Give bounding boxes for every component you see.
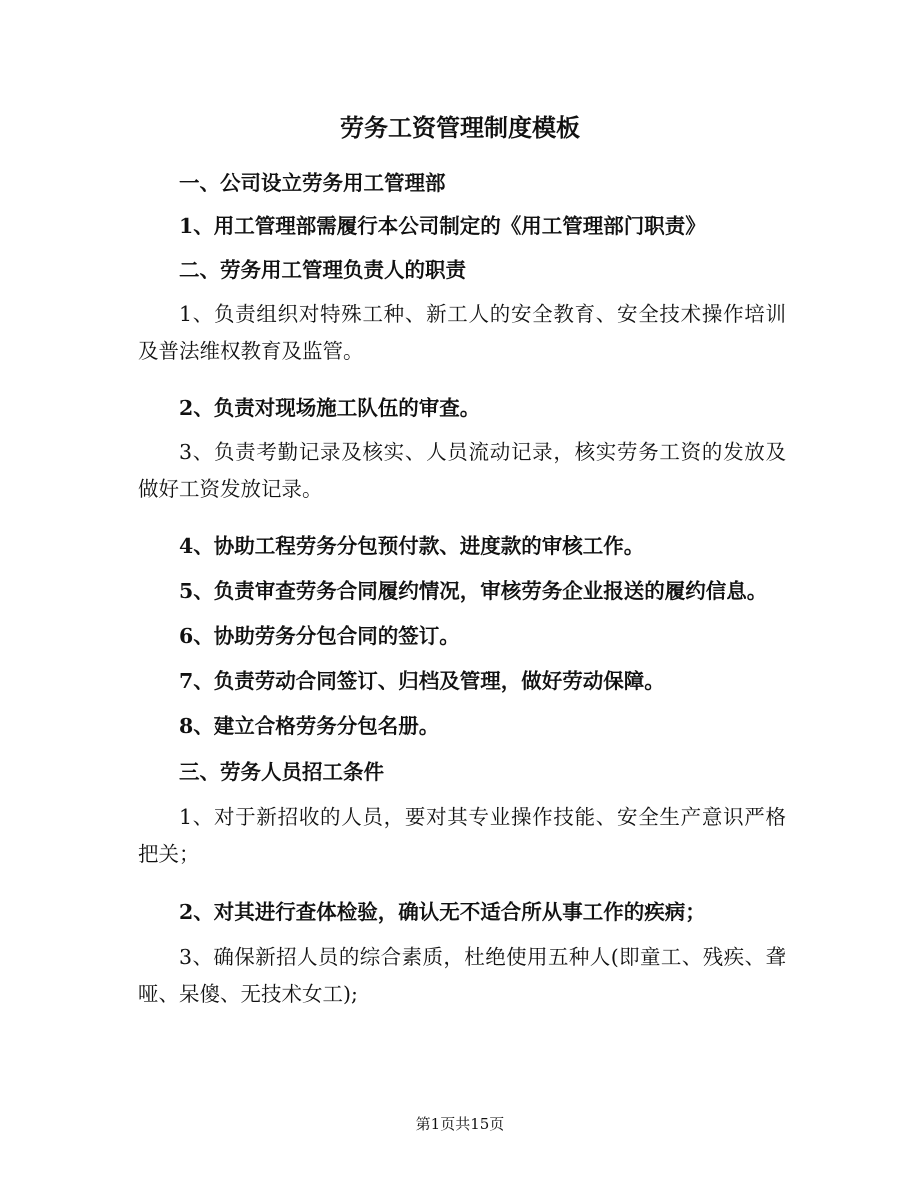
paragraph-item: 8、建立合格劳务分包名册。 xyxy=(179,714,440,738)
paragraph-item: 4、协助工程劳务分包预付款、进度款的审核工作。 xyxy=(179,534,645,558)
document-title: 劳务工资管理制度模板 xyxy=(340,113,580,142)
page-number: 第1页共15页 xyxy=(415,1115,505,1133)
paragraph-item: 1、对于新招收的人员，要对其专业操作技能、安全生产意识严格把关； xyxy=(138,805,786,866)
section-heading-3: 三、劳务人员招工条件 xyxy=(179,760,384,784)
paragraph-item: 7、负责劳动合同签订、归档及管理，做好劳动保障。 xyxy=(179,669,665,693)
paragraph-item: 1、用工管理部需履行本公司制定的《用工管理部门职责》 xyxy=(179,214,706,238)
section-heading-2: 二、劳务用工管理负责人的职责 xyxy=(179,258,466,282)
paragraph-item: 6、协助劳务分包合同的签订。 xyxy=(179,624,460,648)
paragraph-item: 1、负责组织对特殊工种、新工人的安全教育、安全技术操作培训及普法维权教育及监管。 xyxy=(138,302,786,363)
paragraph-item: 2、负责对现场施工队伍的审查。 xyxy=(179,396,481,420)
paragraph-item: 2、对其进行查体检验，确认无不适合所从事工作的疾病； xyxy=(179,900,706,924)
section-heading-1: 一、公司设立劳务用工管理部 xyxy=(179,171,446,195)
paragraph-item: 3、确保新招人员的综合素质，杜绝使用五种人(即童工、残疾、聋哑、呆傻、无技术女工); xyxy=(138,945,786,1006)
paragraph-item: 5、负责审查劳务合同履约情况，审核劳务企业报送的履约信息。 xyxy=(179,579,768,603)
paragraph-item: 3、负责考勤记录及核实、人员流动记录，核实劳务工资的发放及做好工资发放记录。 xyxy=(138,440,786,501)
